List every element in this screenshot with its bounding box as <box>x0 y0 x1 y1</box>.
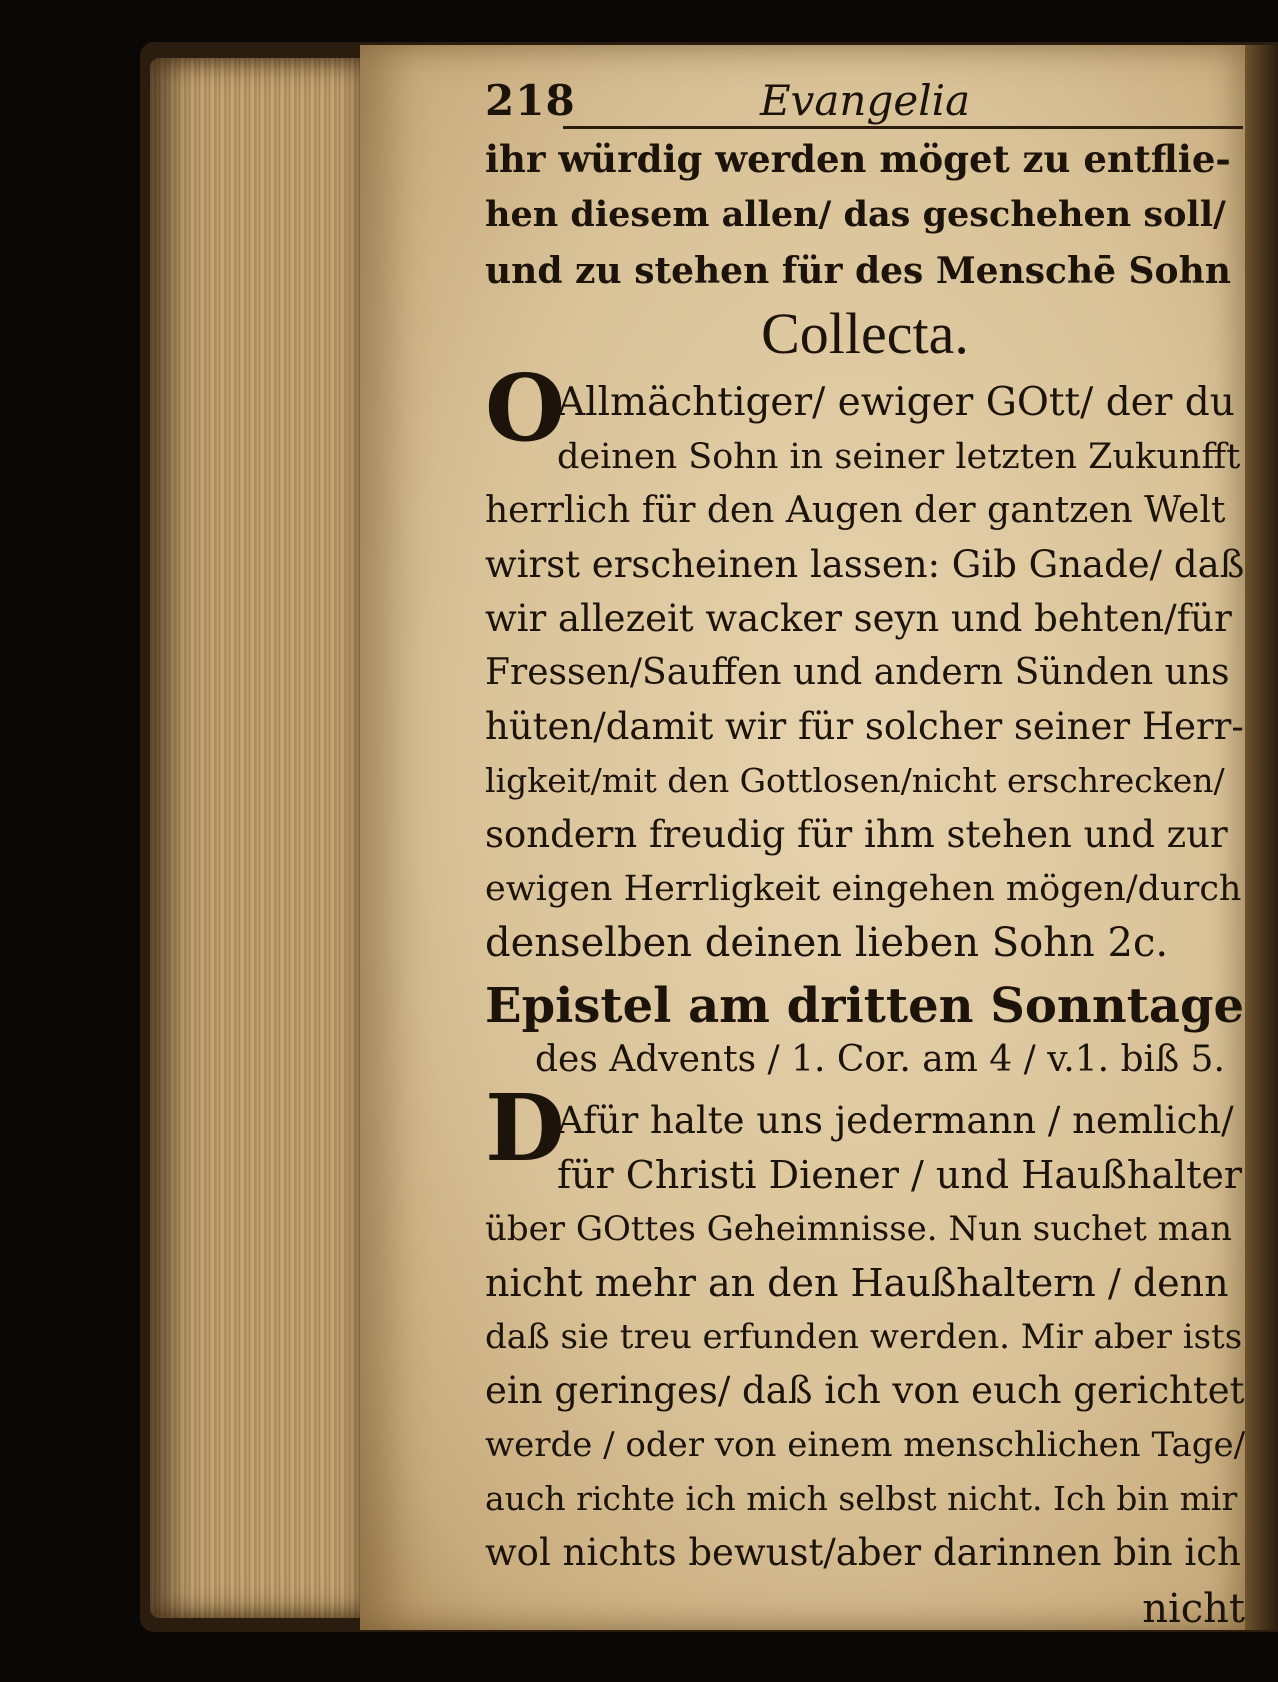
collect-line: sondern freudig für ihm stehen und zur <box>485 813 1228 856</box>
collect-line: deinen Sohn in seiner letzten Zukunfft <box>557 437 1241 477</box>
running-head <box>485 70 1245 130</box>
epistle-reference: des Advents / 1. Cor. am 4 / v.1. biß 5. <box>535 1039 1225 1080</box>
epistle-line: über GOttes Geheimnisse. Nun suchet man <box>485 1209 1233 1249</box>
epistle-line: für Christi Diener / und Haußhalter <box>557 1153 1243 1197</box>
epistle-line: Afür halte uns jedermann / nemlich/ <box>557 1099 1234 1142</box>
head-rule <box>563 126 1243 129</box>
epistle-drop-cap: D <box>485 1074 565 1182</box>
epistle-title: Epistel am dritten Sonntage <box>485 978 1245 1034</box>
book-gutter <box>1245 45 1278 1630</box>
collect-line: ewigen Herrligkeit eingehen mögen/durch <box>485 869 1242 909</box>
collect-line: Fressen/Sauffen und andern Sünden uns <box>485 652 1230 693</box>
epistle-line: werde / oder von einem menschlichen Tage/ <box>485 1425 1246 1465</box>
epistle-line: daß sie treu erfunden werden. Mir aber ists <box>485 1317 1243 1357</box>
collect-line: hüten/damit wir für solcher seiner Herr- <box>485 705 1244 748</box>
collect-line: Allmächtiger/ ewiger GOtt/ der du <box>557 380 1235 425</box>
epistle-line: nicht mehr an den Haußhaltern / denn <box>485 1261 1229 1305</box>
epistle-line: ein geringes/ daß ich von euch gerichtet <box>485 1369 1245 1412</box>
collect-line: herrlich für den Augen der gantzen Welt <box>485 490 1226 531</box>
running-title: Evangelia <box>760 76 971 125</box>
epistle-line: wol nichts bewust/aber darinnen bin ich <box>485 1531 1241 1574</box>
collect-heading: Collecta. <box>761 301 969 366</box>
page-number: 218 <box>485 76 576 125</box>
collect-line: wirst erscheinen lassen: Gib Gnade/ daß <box>485 543 1245 586</box>
catchword: nicht <box>1142 1586 1245 1632</box>
epistle-line: auch richte ich mich selbst nicht. Ich bin mir <box>485 1479 1238 1518</box>
gospel-line: und zu stehen für des Menschē Sohn <box>485 250 1231 292</box>
page-stack-edge <box>150 58 370 1618</box>
collect-line: ligkeit/mit den Gottlosen/nicht erschrecken/ <box>485 761 1225 800</box>
collect-line: denselben deinen lieben Sohn 2c. <box>485 920 1169 966</box>
gospel-line: ihr würdig werden möget zu entflie- <box>485 137 1231 181</box>
collect-drop-cap: O <box>485 354 566 462</box>
gospel-line: hen diesem allen/ das geschehen soll/ <box>485 194 1226 235</box>
collect-line: wir allezeit wacker seyn und behten/für <box>485 597 1232 640</box>
